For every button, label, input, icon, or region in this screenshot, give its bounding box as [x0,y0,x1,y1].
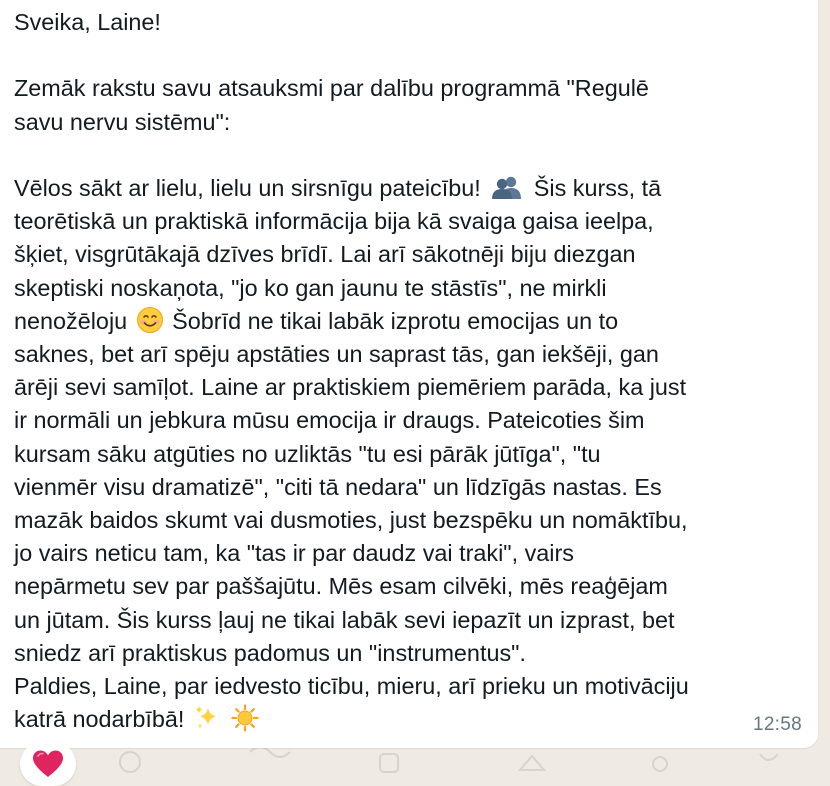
text-line: šķiet, visgrūtākajā dzīves brīdī. Lai arī sākotnēji biju diezgan [14,241,636,268]
busts-in-silhouette-icon [489,175,525,199]
red-heart-icon [32,749,64,779]
text-line: sniedz arī praktiskus padomus un "instrumentus". [14,639,526,666]
text-line: vienmēr visu dramatizē", "citi tā nedara" un līdzīgās nastas. Es [14,473,662,500]
text-segment: Šobrīd ne tikai labāk izprotu emocijas un to [172,307,619,334]
sparkles-icon [193,704,221,732]
text-segment: katrā nodarbībā! [14,706,185,733]
intro-line: Zemāk rakstu savu atsauksmi par dalību programmā "Regulē [14,75,649,102]
text-segment: Vēlos sākt ar lielu, lielu un sirsnīgu pateicību! [14,174,481,201]
text-segment: nenožēloju [14,307,128,334]
text-line: Paldies, Laine, par iedvesto ticību, mieru, arī prieku un motivāciju [14,673,689,700]
text-line: saknes, bet arī spēju apstāties un saprast tās, gan iekšēji, gan [14,341,659,367]
text-line: ir normāli un jebkura mūsu emocija ir draugs. Pateicoties šim [14,407,645,434]
message-text [14,6,802,736]
text-line: teorētiskā un praktiskā informācija bija kā svaiga gaisa ieelpa, [14,208,654,235]
text-line [14,172,802,205]
text-segment: Šis kurss, tā [533,174,662,201]
smiling-face-icon [136,306,164,334]
message-greeting: Sveika, Laine! [14,9,161,35]
text-line: un jūtam. Šis kurss ļauj ne tikai labāk sevi iepazīt un izprast, bet [14,606,675,633]
text-line: jo vairs neticu tam, ka "tas ir par daudz vai traki", vairs [14,540,574,567]
message-timestamp: 12:58 [752,714,802,735]
intro-line: savu nervu sistēmu": [14,108,231,135]
text-line: kursam sāku atgūties no uzliktās "tu esi pārāk jūtīga", "tu [14,440,601,467]
text-line: skeptiski noskaņota, "jo ko gan jaunu te stāstīs", ne mirkli [14,274,607,301]
reaction-badge[interactable] [20,742,76,786]
text-line [14,305,802,338]
text-line: ārēji sevi samīļot. Laine ar praktiskiem piemēriem parāda, ka just [14,374,687,401]
sun-icon [231,704,259,732]
text-line: mazāk baidos skumt vai dusmoties, just bezspēku un nomāktību, [14,507,688,534]
text-line: nepārmetu sev par paššajūtu. Mēs esam cilvēki, mēs reaģējam [14,573,668,600]
text-line [14,703,802,736]
